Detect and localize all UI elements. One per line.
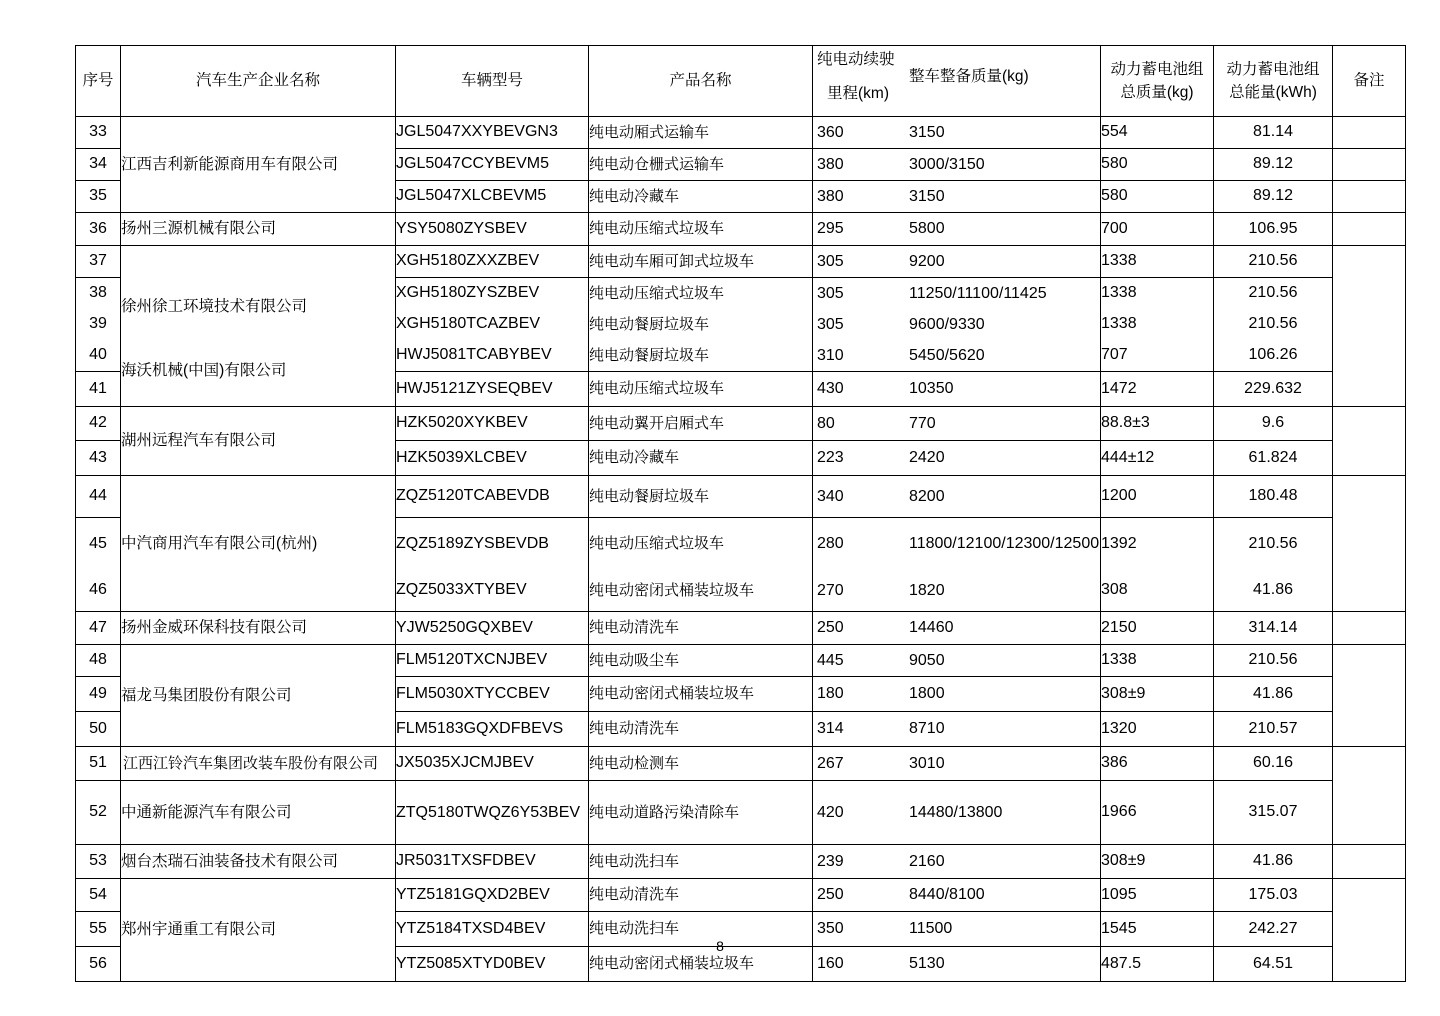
cell-range-and-mass xyxy=(813,278,1101,310)
header-battery-mass-line2: 总质量(kg) xyxy=(1120,84,1194,101)
cell-product: 纯电动餐厨垃圾车 xyxy=(589,309,813,340)
cell-range-and-mass xyxy=(813,476,1101,518)
cell-model: ZTQ5180TWQZ6Y53BEV xyxy=(396,781,589,845)
cell-battery-mass: 1200 xyxy=(1101,476,1214,518)
cell-product: 纯电动道路污染清除车 xyxy=(589,781,813,845)
header-note-label: 备注 xyxy=(1353,72,1385,90)
cell-curb-mass: 5800 xyxy=(909,220,945,237)
cell-model: ZQZ5120TCABEVDB xyxy=(396,476,589,518)
cell-curb-mass: 3000/3150 xyxy=(909,155,985,173)
table-row xyxy=(76,612,1406,645)
cell-battery-mass: 1545 xyxy=(1101,912,1214,947)
cell-product: 纯电动冷藏车 xyxy=(589,441,813,476)
cell-product: 纯电动清洗车 xyxy=(589,879,813,912)
cell-range: 445 xyxy=(817,651,844,669)
table-row xyxy=(76,747,1406,781)
cell-range-and-mass xyxy=(813,677,1101,712)
cell-seq: 55 xyxy=(76,912,121,947)
header-product-label: 产品名称 xyxy=(669,72,732,90)
cell-range: 380 xyxy=(817,155,844,173)
cell-curb-mass: 5130 xyxy=(909,955,945,972)
cell-product: 纯电动翼开启厢式车 xyxy=(589,407,813,441)
page-number: 8 xyxy=(716,938,724,954)
cell-battery-mass: 707 xyxy=(1101,340,1214,372)
header-note xyxy=(1333,46,1406,117)
cell-range: 280 xyxy=(817,534,844,552)
header-maker xyxy=(121,46,396,117)
cell-product: 纯电动清洗车 xyxy=(589,612,813,645)
cell-range: 267 xyxy=(817,754,844,772)
cell-battery-mass: 1392 xyxy=(1101,518,1214,571)
cell-maker: 海沃机械(中国)有限公司 xyxy=(121,362,287,379)
cell-product: 纯电动餐厨垃圾车 xyxy=(589,476,813,518)
cell-model: FLM5183GQXDFBEVS xyxy=(396,712,589,747)
cell-model: JGL5047XLCBEVM5 xyxy=(396,181,589,213)
cell-range-and-mass xyxy=(813,879,1101,912)
cell-battery-mass: 1338 xyxy=(1101,645,1214,677)
cell-range: 250 xyxy=(817,885,844,903)
header-row xyxy=(76,46,1406,117)
cell-battery-mass: 1338 xyxy=(1101,278,1214,310)
cell-curb-mass: 11800/12100/12300/12500 xyxy=(909,535,1100,552)
cell-maker: 郑州宇通重工有限公司 xyxy=(121,879,396,982)
cell-battery-energy: 60.16 xyxy=(1214,747,1333,781)
cell-model: XGH5180ZYSZBEV xyxy=(396,278,589,310)
cell-range-and-mass xyxy=(813,309,1101,340)
header-battery-mass-stack xyxy=(1101,58,1213,105)
vehicle-catalog-table-wrapper xyxy=(75,45,1405,982)
cell-product: 纯电动检测车 xyxy=(589,747,813,781)
cell-battery-energy: 41.86 xyxy=(1214,677,1333,712)
cell-seq: 47 xyxy=(76,612,121,645)
cell-model: XGH5180ZXXZBEV xyxy=(396,246,589,278)
cell-model: YTZ5181GQXD2BEV xyxy=(396,879,589,912)
cell-battery-energy: 175.03 xyxy=(1214,879,1333,912)
cell-range-and-mass xyxy=(813,340,1101,372)
cell-maker: 江西江铃汽车集团改装车股份有限公司 xyxy=(121,747,396,781)
cell-battery-energy: 41.86 xyxy=(1214,845,1333,879)
cell-seq: 54 xyxy=(76,879,121,912)
cell-note xyxy=(1333,612,1406,645)
cell-curb-mass: 8440/8100 xyxy=(909,886,985,903)
table-row xyxy=(76,476,1406,518)
table-header xyxy=(76,46,1406,117)
header-range-and-mass xyxy=(813,46,1101,117)
cell-battery-mass: 1338 xyxy=(1101,246,1214,278)
cell-seq: 48 xyxy=(76,645,121,677)
cell-maker: 中汽商用汽车有限公司(杭州) xyxy=(121,476,396,612)
table-row xyxy=(76,645,1406,677)
cell-curb-mass: 10350 xyxy=(909,380,954,397)
cell-seq: 53 xyxy=(76,845,121,879)
cell-battery-energy: 242.27 xyxy=(1214,912,1333,947)
header-battery-energy-stack xyxy=(1214,58,1332,105)
cell-range-and-mass xyxy=(813,845,1101,879)
cell-battery-energy: 106.95 xyxy=(1214,213,1333,246)
cell-model: FLM5120TXCNJBEV xyxy=(396,645,589,677)
cell-battery-energy: 210.56 xyxy=(1214,246,1333,278)
cell-range-and-mass xyxy=(813,246,1101,278)
cell-range: 270 xyxy=(817,581,844,599)
cell-range-and-mass xyxy=(813,570,1101,612)
cell-note xyxy=(1333,845,1406,879)
cell-battery-energy: 210.56 xyxy=(1214,278,1333,310)
cell-range: 80 xyxy=(817,414,835,432)
cell-battery-mass: 1338 xyxy=(1101,309,1214,340)
cell-note xyxy=(1333,149,1406,181)
cell-note xyxy=(1333,747,1406,845)
cell-curb-mass: 770 xyxy=(909,414,936,432)
header-maker-label: 汽车生产企业名称 xyxy=(195,72,320,90)
cell-battery-energy: 229.632 xyxy=(1214,372,1333,407)
cell-battery-mass: 2150 xyxy=(1101,612,1214,645)
cell-range-and-mass xyxy=(813,781,1101,845)
cell-battery-mass: 1966 xyxy=(1101,781,1214,845)
cell-maker: 扬州金威环保科技有限公司 xyxy=(121,612,396,645)
cell-range-and-mass xyxy=(813,117,1101,149)
cell-battery-mass: 308±9 xyxy=(1101,677,1214,712)
cell-seq: 34 xyxy=(76,149,121,181)
cell-curb-mass: 2420 xyxy=(909,449,945,466)
header-model-label: 车辆型号 xyxy=(460,72,523,90)
cell-range: 295 xyxy=(817,219,844,237)
cell-maker: 徐州徐工环境技术有限公司 xyxy=(121,298,308,315)
cell-seq: 42 xyxy=(76,407,121,441)
cell-seq: 51 xyxy=(76,747,121,781)
cell-battery-energy: 210.56 xyxy=(1214,518,1333,571)
table-body xyxy=(76,117,1406,982)
cell-battery-mass: 308±9 xyxy=(1101,845,1214,879)
cell-curb-mass: 14480/13800 xyxy=(909,803,1003,821)
cell-battery-mass: 1472 xyxy=(1101,372,1214,407)
cell-seq: 39 xyxy=(76,309,121,340)
cell-curb-mass: 9200 xyxy=(909,252,945,270)
cell-curb-mass: 11500 xyxy=(909,920,953,937)
cell-battery-mass: 1320 xyxy=(1101,712,1214,747)
cell-range: 160 xyxy=(817,954,844,972)
header-battery-energy-line1: 动力蓄电池组 xyxy=(1226,60,1320,78)
cell-curb-mass: 2160 xyxy=(909,852,945,870)
cell-maker: 湖州远程汽车有限公司 xyxy=(121,407,396,476)
cell-range-and-mass xyxy=(813,612,1101,645)
cell-product: 纯电动压缩式垃圾车 xyxy=(589,213,813,246)
cell-range-and-mass xyxy=(813,407,1101,441)
cell-range: 305 xyxy=(817,252,844,270)
cell-seq: 38 xyxy=(76,278,121,310)
header-range-line1: 纯电动续驶 xyxy=(817,51,895,68)
cell-seq: 49 xyxy=(76,677,121,712)
cell-battery-mass: 580 xyxy=(1101,181,1214,213)
cell-battery-energy: 210.56 xyxy=(1214,309,1333,340)
cell-model: JR5031TXSFDBEV xyxy=(396,845,589,879)
table-row xyxy=(76,781,1406,845)
cell-curb-mass: 1800 xyxy=(909,685,945,702)
cell-seq: 56 xyxy=(76,947,121,982)
cell-range-and-mass xyxy=(813,747,1101,781)
table-row xyxy=(76,879,1406,912)
cell-maker: 中通新能源汽车有限公司 xyxy=(121,781,396,845)
cell-range-and-mass xyxy=(813,213,1101,246)
header-battery-energy-line2: 总能量(kWh) xyxy=(1229,84,1317,101)
cell-battery-energy: 210.56 xyxy=(1214,645,1333,677)
header-battery-energy xyxy=(1214,46,1333,117)
cell-curb-mass: 3010 xyxy=(909,754,945,772)
cell-product: 纯电动仓栅式运输车 xyxy=(589,149,813,181)
cell-model: JGL5047XXYBEVGN3 xyxy=(396,117,589,149)
cell-product: 纯电动密闭式桶装垃圾车 xyxy=(589,677,813,712)
cell-note xyxy=(1333,407,1406,476)
cell-range: 305 xyxy=(817,315,844,333)
cell-curb-mass: 3150 xyxy=(909,187,945,205)
cell-battery-energy: 180.48 xyxy=(1214,476,1333,518)
cell-battery-mass: 580 xyxy=(1101,149,1214,181)
cell-seq: 35 xyxy=(76,181,121,213)
cell-battery-mass: 88.8±3 xyxy=(1101,407,1214,441)
cell-model: HWJ5081TCABYBEV xyxy=(396,340,589,372)
cell-model: JX5035XJCMJBEV xyxy=(396,747,589,781)
header-range-line2: 里程(km) xyxy=(827,85,889,102)
header-model xyxy=(396,46,589,117)
cell-range: 180 xyxy=(817,684,844,702)
cell-range-and-mass xyxy=(813,372,1101,407)
cell-note xyxy=(1333,213,1406,246)
cell-battery-mass: 444±12 xyxy=(1101,441,1214,476)
cell-model: HZK5039XLCBEV xyxy=(396,441,589,476)
header-product xyxy=(589,46,813,117)
cell-model: HZK5020XYKBEV xyxy=(396,407,589,441)
cell-battery-mass: 1095 xyxy=(1101,879,1214,912)
cell-curb-mass: 8200 xyxy=(909,487,945,505)
cell-model: ZQZ5033XTYBEV xyxy=(396,570,589,612)
cell-battery-mass: 554 xyxy=(1101,117,1214,149)
table-row xyxy=(76,845,1406,879)
cell-range: 223 xyxy=(817,448,844,466)
cell-range: 360 xyxy=(817,123,844,141)
header-curb-mass-label: 整车整备质量(kg) xyxy=(909,68,1029,85)
cell-product: 纯电动冷藏车 xyxy=(589,181,813,213)
cell-seq: 44 xyxy=(76,476,121,518)
cell-model: XGH5180TCAZBEV xyxy=(396,309,589,340)
cell-range-and-mass xyxy=(813,181,1101,213)
cell-note xyxy=(1333,879,1406,982)
cell-curb-mass: 9050 xyxy=(909,651,945,669)
cell-battery-energy: 315.07 xyxy=(1214,781,1333,845)
cell-battery-energy: 64.51 xyxy=(1214,947,1333,982)
cell-maker: 江西吉利新能源商用车有限公司 xyxy=(121,117,396,213)
cell-battery-energy: 81.14 xyxy=(1214,117,1333,149)
cell-curb-mass: 9600/9330 xyxy=(909,315,985,333)
table-row xyxy=(76,213,1406,246)
header-seq xyxy=(76,46,121,117)
cell-model: YTZ5184TXSD4BEV xyxy=(396,912,589,947)
cell-seq: 50 xyxy=(76,712,121,747)
cell-note xyxy=(1333,246,1406,407)
cell-battery-energy: 314.14 xyxy=(1214,612,1333,645)
header-seq-label: 序号 xyxy=(82,72,114,90)
cell-battery-mass: 308 xyxy=(1101,570,1214,612)
cell-maker: 福龙马集团股份有限公司 xyxy=(121,645,396,747)
cell-battery-energy: 9.6 xyxy=(1214,407,1333,441)
cell-curb-mass: 1820 xyxy=(909,581,945,599)
cell-seq: 41 xyxy=(76,372,121,407)
cell-battery-mass: 487.5 xyxy=(1101,947,1214,982)
cell-maker: 扬州三源机械有限公司 xyxy=(121,213,396,246)
cell-product: 纯电动厢式运输车 xyxy=(589,117,813,149)
cell-range: 340 xyxy=(817,487,844,505)
table-row xyxy=(76,117,1406,149)
cell-product: 纯电动密闭式桶装垃圾车 xyxy=(589,947,813,982)
cell-range: 305 xyxy=(817,284,844,302)
cell-curb-mass: 8710 xyxy=(909,720,945,737)
cell-model: YTZ5085XTYD0BEV xyxy=(396,947,589,982)
cell-note xyxy=(1333,181,1406,213)
cell-seq: 45 xyxy=(76,518,121,571)
cell-maker-group xyxy=(121,246,396,407)
cell-range-and-mass xyxy=(813,712,1101,747)
cell-product: 纯电动密闭式桶装垃圾车 xyxy=(589,570,813,612)
cell-product: 纯电动吸尘车 xyxy=(589,645,813,677)
cell-range: 420 xyxy=(817,803,844,821)
cell-product: 纯电动压缩式垃圾车 xyxy=(589,372,813,407)
cell-range: 430 xyxy=(817,379,844,397)
cell-model: JGL5047CCYBEVM5 xyxy=(396,149,589,181)
cell-range-and-mass xyxy=(813,518,1101,571)
header-battery-mass xyxy=(1101,46,1214,117)
cell-range: 239 xyxy=(817,852,844,870)
cell-note xyxy=(1333,476,1406,612)
cell-range: 250 xyxy=(817,618,844,636)
cell-note xyxy=(1333,117,1406,149)
maker-stack xyxy=(121,247,395,405)
header-range-mass-stack xyxy=(813,48,1100,114)
cell-curb-mass: 14460 xyxy=(909,619,954,636)
cell-curb-mass: 3150 xyxy=(909,123,945,141)
cell-seq: 40 xyxy=(76,340,121,372)
cell-seq: 36 xyxy=(76,213,121,246)
cell-seq: 33 xyxy=(76,117,121,149)
header-battery-mass-line1: 动力蓄电池组 xyxy=(1110,60,1204,78)
cell-product: 纯电动车厢可卸式垃圾车 xyxy=(589,246,813,278)
cell-range-and-mass xyxy=(813,645,1101,677)
table-row xyxy=(76,246,1406,278)
cell-model: YSY5080ZYSBEV xyxy=(396,213,589,246)
cell-battery-mass: 700 xyxy=(1101,213,1214,246)
cell-product: 纯电动压缩式垃圾车 xyxy=(589,518,813,571)
cell-battery-energy: 89.12 xyxy=(1214,181,1333,213)
cell-model: ZQZ5189ZYSBEVDB xyxy=(396,518,589,571)
cell-range-and-mass xyxy=(813,441,1101,476)
cell-product: 纯电动洗扫车 xyxy=(589,912,813,947)
cell-range: 310 xyxy=(817,346,844,364)
cell-seq: 43 xyxy=(76,441,121,476)
vehicle-catalog-table xyxy=(75,45,1406,982)
cell-battery-energy: 61.824 xyxy=(1214,441,1333,476)
table-row xyxy=(76,407,1406,441)
cell-seq: 37 xyxy=(76,246,121,278)
cell-curb-mass: 5450/5620 xyxy=(909,346,985,364)
cell-seq: 46 xyxy=(76,570,121,612)
cell-product: 纯电动清洗车 xyxy=(589,712,813,747)
cell-range: 314 xyxy=(817,719,844,737)
cell-product: 纯电动洗扫车 xyxy=(589,845,813,879)
cell-seq: 52 xyxy=(76,781,121,845)
cell-model: YJW5250GQXBEV xyxy=(396,612,589,645)
cell-curb-mass: 11250/11100/11425 xyxy=(909,284,1047,302)
cell-maker: 烟台杰瑞石油装备技术有限公司 xyxy=(121,845,396,879)
cell-model: FLM5030XTYCCBEV xyxy=(396,677,589,712)
cell-battery-mass: 386 xyxy=(1101,747,1214,781)
cell-product: 纯电动压缩式垃圾车 xyxy=(589,278,813,310)
cell-range: 380 xyxy=(817,187,844,205)
cell-battery-energy: 106.26 xyxy=(1214,340,1333,372)
cell-note xyxy=(1333,645,1406,747)
cell-product: 纯电动餐厨垃圾车 xyxy=(589,340,813,372)
cell-model: HWJ5121ZYSEQBEV xyxy=(396,372,589,407)
cell-battery-energy: 89.12 xyxy=(1214,149,1333,181)
cell-range-and-mass xyxy=(813,149,1101,181)
cell-range: 350 xyxy=(817,919,844,937)
cell-battery-energy: 210.57 xyxy=(1214,712,1333,747)
cell-battery-energy: 41.86 xyxy=(1214,570,1333,612)
